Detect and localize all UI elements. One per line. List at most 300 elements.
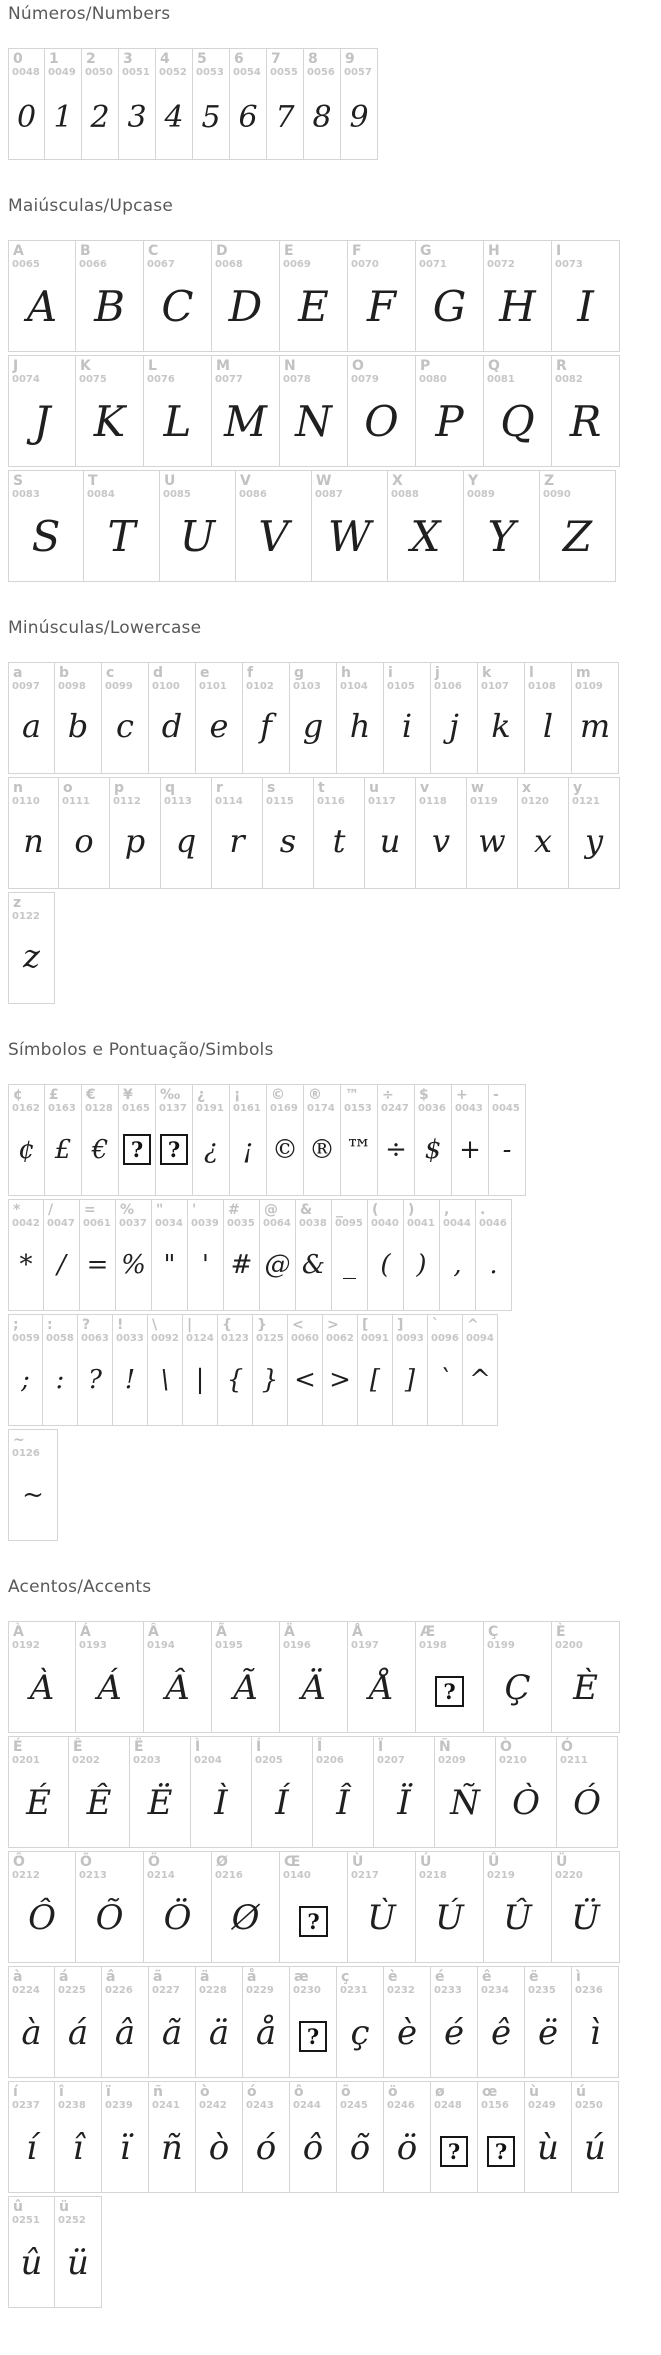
glyph-cell-0057 — [341, 48, 378, 160]
glyph-unicode-code: 0072 — [487, 259, 515, 270]
glyph-cell-0194 — [144, 1621, 212, 1733]
glyph-character-label: / — [48, 1202, 54, 1218]
glyph-character-label: _ — [336, 1202, 343, 1218]
glyph-character-label: Q — [488, 358, 500, 374]
glyph-unicode-code: 0214 — [147, 1870, 175, 1881]
glyph-unicode-code: 0119 — [470, 796, 498, 807]
glyph-unicode-code: 0114 — [215, 796, 243, 807]
glyph-unicode-code: 0118 — [419, 796, 447, 807]
glyph-preview: Ê — [86, 1783, 112, 1823]
glyph-unicode-code: 0067 — [147, 259, 175, 270]
glyph-preview: ÷ — [385, 1135, 407, 1165]
glyph-preview: í — [26, 2128, 37, 2168]
glyph-character-label: æ — [294, 1969, 309, 1985]
glyph-character-label: Ü — [556, 1854, 568, 1870]
glyph-preview: p — [124, 822, 146, 860]
glyph-unicode-code: 0213 — [79, 1870, 107, 1881]
glyph-preview: ' — [201, 1250, 210, 1280]
glyph-character-label: ä — [200, 1969, 210, 1985]
glyph-preview: x — [533, 822, 553, 860]
glyph-unicode-code: 0088 — [391, 489, 419, 500]
section-title-accents: Acentos/Accents — [8, 1577, 152, 1597]
glyph-character-label: Ê — [73, 1739, 83, 1755]
glyph-preview: 5 — [201, 100, 221, 135]
glyph-cell-0094 — [463, 1314, 498, 1426]
glyph-preview: Ú — [435, 1898, 464, 1938]
glyph-unicode-code: 0235 — [528, 1985, 556, 1996]
glyph-character-label: £ — [49, 1087, 59, 1103]
glyph-row — [8, 1736, 661, 1848]
glyph-character-label: 7 — [271, 51, 281, 67]
glyph-unicode-code: 0200 — [555, 1640, 583, 1651]
glyph-unicode-code: 0250 — [575, 2100, 603, 2111]
glyph-preview: w — [478, 822, 506, 860]
glyph-preview: Ø — [231, 1898, 260, 1938]
glyph-cell-0072 — [484, 240, 552, 352]
glyph-unicode-code: 0093 — [396, 1333, 424, 1344]
glyph-unicode-code: 0246 — [387, 2100, 415, 2111]
glyph-row — [8, 48, 661, 160]
glyph-unicode-code: 0060 — [291, 1333, 319, 1344]
glyph-character-label: ¿ — [197, 1087, 206, 1103]
glyph-character-label: i — [388, 665, 393, 681]
glyph-preview: Ó — [573, 1783, 601, 1823]
glyph-character-label: | — [187, 1317, 193, 1333]
glyph-unicode-code: 0241 — [152, 2100, 180, 2111]
glyph-character-label: ã — [153, 1969, 163, 1985]
glyph-unicode-code: 0220 — [555, 1870, 583, 1881]
glyph-character-label: ë — [529, 1969, 539, 1985]
glyph-unicode-code: 0197 — [351, 1640, 379, 1651]
glyph-preview: 1 — [53, 100, 73, 135]
glyph-character-label: $ — [419, 1087, 429, 1103]
glyph-preview: ~ — [22, 1480, 44, 1510]
glyph-preview: ù — [537, 2128, 559, 2168]
glyph-character-label: m — [576, 665, 591, 681]
glyph-character-label: Ö — [148, 1854, 160, 1870]
glyph-character-label: n — [13, 780, 23, 796]
glyph-preview: ] — [404, 1365, 416, 1395]
glyph-unicode-code: 0092 — [151, 1333, 179, 1344]
glyph-cell-0210 — [496, 1736, 557, 1848]
glyph-preview: Ä — [301, 1668, 326, 1708]
glyph-unicode-code: 0111 — [62, 796, 90, 807]
glyph-row — [8, 1621, 661, 1733]
glyph-character-label: 9 — [345, 51, 355, 67]
glyph-preview: ¿ — [204, 1135, 218, 1165]
glyph-preview: r — [229, 822, 245, 860]
glyph-cell-0195 — [212, 1621, 280, 1733]
glyph-preview: å — [255, 2013, 277, 2053]
glyph-cell-0066 — [76, 240, 144, 352]
glyph-preview: € — [91, 1135, 109, 1165]
glyph-character-label: Å — [352, 1624, 363, 1640]
glyph-character-label: ( — [372, 1202, 379, 1218]
glyph-unicode-code: 0140 — [283, 1870, 311, 1881]
glyph-preview: ä — [208, 2013, 230, 2053]
glyph-character-label: ' — [192, 1202, 197, 1218]
glyph-character-label: ‰ — [160, 1087, 181, 1103]
glyph-unicode-code: 0086 — [239, 489, 267, 500]
glyph-character-label: g — [294, 665, 305, 681]
glyph-character-label: j — [435, 665, 440, 681]
glyph-unicode-code: 0137 — [159, 1103, 187, 1114]
glyph-preview: 6 — [238, 100, 258, 135]
glyph-character-label: 1 — [49, 51, 59, 67]
glyph-unicode-code: 0082 — [555, 374, 583, 385]
glyph-character-label: © — [271, 1087, 285, 1103]
glyph-unicode-code: 0078 — [283, 374, 311, 385]
glyph-unicode-code: 0105 — [387, 681, 415, 692]
glyph-preview: d — [161, 707, 183, 745]
glyph-character-label: , — [444, 1202, 450, 1218]
glyph-preview: ï — [119, 2128, 131, 2168]
glyph-cell-0252 — [55, 2196, 102, 2308]
glyph-preview: $ — [424, 1135, 442, 1165]
glyph-character-label: 6 — [234, 51, 244, 67]
section-accents — [8, 1577, 661, 2308]
glyph-unicode-code: 0113 — [164, 796, 192, 807]
glyph-character-label: â — [106, 1969, 116, 1985]
glyph-cell-0196 — [280, 1621, 348, 1733]
glyph-character-label: 0 — [13, 51, 23, 67]
glyph-character-label: q — [165, 780, 176, 796]
glyph-character-label: ! — [117, 1317, 124, 1333]
glyph-cell-0085 — [160, 470, 236, 582]
glyph-preview: [ — [369, 1365, 381, 1395]
glyph-character-label: c — [106, 665, 115, 681]
glyph-preview: _ — [343, 1250, 356, 1280]
glyph-preview: k — [491, 707, 511, 745]
glyph-character-label: é — [435, 1969, 445, 1985]
glyph-character-label: Ô — [13, 1854, 25, 1870]
glyph-character-label: H — [488, 243, 500, 259]
glyph-character-label: X — [392, 473, 403, 489]
glyph-character-label: t — [318, 780, 325, 796]
glyph-unicode-code: 0065 — [12, 259, 40, 270]
glyph-character-label: ì — [576, 1969, 581, 1985]
glyph-cell-0211 — [557, 1736, 618, 1848]
glyph-preview: Ù — [367, 1898, 396, 1938]
glyph-character-label: . — [480, 1202, 486, 1218]
glyph-cell-0079 — [348, 355, 416, 467]
glyph-cell-0109 — [572, 662, 619, 774]
glyph-cell-0214 — [144, 1851, 212, 1963]
glyph-cell-0218 — [416, 1851, 484, 1963]
glyph-unicode-code: 0094 — [466, 1333, 494, 1344]
glyph-cell-0088 — [388, 470, 464, 582]
glyph-character-label: R — [556, 358, 567, 374]
glyph-character-label: ö — [388, 2084, 398, 2100]
glyph-preview: Ì — [214, 1783, 228, 1823]
glyph-unicode-code: 0089 — [467, 489, 495, 500]
glyph-preview: Õ — [95, 1898, 124, 1938]
glyph-unicode-code: 0230 — [293, 1985, 321, 1996]
glyph-preview: A — [26, 282, 58, 331]
glyph-character-label: 8 — [308, 51, 318, 67]
glyph-character-label: L — [148, 358, 157, 374]
glyph-character-label: ï — [106, 2084, 111, 2100]
section-title-lowercase: Minúsculas/Lowercase — [8, 618, 202, 638]
glyph-unicode-code: 0046 — [479, 1218, 507, 1229]
glyph-character-label: ^ — [467, 1317, 479, 1333]
glyph-cell-0081 — [484, 355, 552, 467]
glyph-cell-0126 — [8, 1429, 58, 1541]
glyph-unicode-code: 0249 — [528, 2100, 556, 2111]
glyph-character-label: Ó — [561, 1739, 573, 1755]
glyph-unicode-code: 0037 — [119, 1218, 147, 1229]
glyph-preview: ? — [88, 1365, 102, 1395]
glyph-unicode-code: 0085 — [163, 489, 191, 500]
glyph-character-label: ¥ — [123, 1087, 133, 1103]
section-title-numbers: Números/Numbers — [8, 4, 171, 24]
glyph-unicode-code: 0228 — [199, 1985, 227, 1996]
glyph-unicode-code: 0192 — [12, 1640, 40, 1651]
glyph-character-label: E — [284, 243, 294, 259]
glyph-cell-0087 — [312, 470, 388, 582]
glyph-unicode-code: 0063 — [81, 1333, 109, 1344]
glyph-unicode-code: 0071 — [419, 259, 447, 270]
glyph-cell-0202 — [69, 1736, 130, 1848]
glyph-preview: ( — [380, 1250, 391, 1280]
glyph-cell-0207 — [374, 1736, 435, 1848]
glyph-unicode-code: 0091 — [361, 1333, 389, 1344]
glyph-character-label: 2 — [86, 51, 96, 67]
font-character-map — [8, 4, 661, 2308]
glyph-character-label: Û — [488, 1854, 500, 1870]
glyph-unicode-code: 0128 — [85, 1103, 113, 1114]
glyph-preview: T — [107, 512, 136, 561]
glyph-unicode-code: 0109 — [575, 681, 603, 692]
glyph-unicode-code: 0212 — [12, 1870, 40, 1881]
glyph-preview: Á — [97, 1668, 122, 1708]
glyph-preview: v — [431, 822, 451, 860]
glyph-unicode-code: 0225 — [58, 1985, 86, 1996]
glyph-cell-0140 — [280, 1851, 348, 1963]
glyph-unicode-code: 0162 — [12, 1103, 40, 1114]
glyph-character-label: Õ — [80, 1854, 92, 1870]
glyph-preview: @ — [264, 1250, 291, 1280]
glyph-preview: ; — [21, 1365, 30, 1395]
glyph-unicode-code: 0106 — [434, 681, 462, 692]
glyph-unicode-code: 0035 — [227, 1218, 255, 1229]
glyph-unicode-code: 0247 — [381, 1103, 409, 1114]
glyph-preview: < — [294, 1365, 316, 1395]
glyph-character-label: K — [80, 358, 91, 374]
glyph-character-label: x — [522, 780, 532, 796]
glyph-character-label: Ù — [352, 1854, 364, 1870]
glyph-preview: Z — [562, 512, 593, 561]
glyph-unicode-code: 0227 — [152, 1985, 180, 1996]
glyph-character-label: ú — [576, 2084, 586, 2100]
glyph-character-label: k — [482, 665, 492, 681]
glyph-character-label: 5 — [197, 51, 207, 67]
glyph-character-label: å — [247, 1969, 257, 1985]
glyph-preview: y — [584, 822, 604, 860]
glyph-preview: # — [230, 1250, 253, 1280]
glyph-character-label: F — [352, 243, 362, 259]
glyph-character-label: Ä — [284, 1624, 295, 1640]
glyph-cell-0197 — [348, 1621, 416, 1733]
glyph-preview: 0 — [16, 100, 37, 135]
glyph-preview: + — [459, 1135, 481, 1165]
glyph-character-label: ê — [482, 1969, 492, 1985]
glyph-preview: E — [298, 282, 329, 331]
glyph-unicode-code: 0244 — [293, 2100, 321, 2111]
glyph-character-label: ~ — [13, 1432, 25, 1448]
glyph-unicode-code: 0043 — [455, 1103, 483, 1114]
glyph-unicode-code: 0103 — [293, 681, 321, 692]
glyph-character-label: ¡ — [234, 1087, 241, 1103]
glyph-preview: } — [261, 1365, 279, 1395]
glyph-cell-0193 — [76, 1621, 144, 1733]
glyph-preview: ¡ — [242, 1135, 254, 1165]
glyph-preview: * — [19, 1250, 33, 1280]
glyph-preview: : — [55, 1365, 65, 1395]
glyph-character-label: O — [352, 358, 364, 374]
glyph-cell-0220 — [552, 1851, 620, 1963]
glyph-preview: , — [453, 1250, 462, 1280]
notdef-question-icon: ? — [160, 1134, 188, 1165]
glyph-character-label: # — [228, 1202, 240, 1218]
glyph-cell-0045 — [489, 1084, 526, 1196]
glyph-preview: Q — [500, 397, 535, 446]
glyph-preview: M — [223, 397, 267, 446]
glyph-cell-0090 — [540, 470, 616, 582]
glyph-character-label: 4 — [160, 51, 170, 67]
glyph-cell-0075 — [76, 355, 144, 467]
glyph-preview: ! — [124, 1365, 136, 1395]
glyph-character-label: ù — [529, 2084, 539, 2100]
glyph-character-label: & — [300, 1202, 313, 1218]
section-numbers — [8, 4, 661, 160]
glyph-preview: Ï — [397, 1783, 411, 1823]
glyph-unicode-code: 0077 — [215, 374, 243, 385]
glyph-character-label: B — [80, 243, 91, 259]
glyph-unicode-code: 0161 — [233, 1103, 261, 1114]
glyph-preview: H — [499, 282, 536, 331]
glyph-preview: È — [573, 1668, 598, 1708]
glyph-character-label: Ñ — [439, 1739, 451, 1755]
glyph-unicode-code: 0117 — [368, 796, 396, 807]
glyph-preview: % — [121, 1250, 146, 1280]
glyph-cell-0121 — [569, 777, 620, 889]
glyph-unicode-code: 0055 — [270, 67, 298, 78]
glyph-preview: ò — [208, 2128, 230, 2168]
glyph-unicode-code: 0084 — [87, 489, 115, 500]
glyph-row — [8, 892, 661, 1004]
glyph-character-label: M — [216, 358, 230, 374]
glyph-character-label: ; — [13, 1317, 19, 1333]
glyph-character-label: U — [164, 473, 176, 489]
glyph-cell-0192 — [8, 1621, 76, 1733]
glyph-character-label: s — [267, 780, 276, 796]
glyph-cell-0073 — [552, 240, 620, 352]
glyph-preview: Ñ — [450, 1783, 480, 1823]
glyph-unicode-code: 0039 — [191, 1218, 219, 1229]
glyph-preview: è — [396, 2013, 418, 2053]
glyph-unicode-code: 0218 — [419, 1870, 447, 1881]
glyph-preview: ê — [490, 2013, 512, 2053]
glyph-preview: & — [301, 1250, 326, 1280]
glyph-unicode-code: 0195 — [215, 1640, 243, 1651]
glyph-unicode-code: 0199 — [487, 1640, 515, 1651]
glyph-character-label: S — [13, 473, 24, 489]
glyph-unicode-code: 0107 — [481, 681, 509, 692]
glyph-preview: é — [443, 2013, 465, 2053]
glyph-cell-0198 — [416, 1621, 484, 1733]
glyph-preview: G — [432, 282, 467, 331]
glyph-unicode-code: 0036 — [418, 1103, 446, 1114]
glyph-unicode-code: 0229 — [246, 1985, 274, 1996]
glyph-unicode-code: 0053 — [196, 67, 224, 78]
glyph-preview: o — [74, 822, 94, 860]
glyph-character-label: î — [59, 2084, 64, 2100]
glyph-preview: ú — [584, 2128, 606, 2168]
glyph-unicode-code: 0041 — [407, 1218, 435, 1229]
glyph-preview: Ã — [233, 1668, 258, 1708]
glyph-preview: W — [327, 512, 372, 561]
glyph-character-label: w — [471, 780, 484, 796]
glyph-unicode-code: 0194 — [147, 1640, 175, 1651]
glyph-unicode-code: 0201 — [12, 1755, 40, 1766]
glyph-preview: ë — [537, 2013, 559, 2053]
glyph-preview: > — [329, 1365, 351, 1395]
glyph-unicode-code: 0196 — [283, 1640, 311, 1651]
glyph-unicode-code: 0064 — [263, 1218, 291, 1229]
glyph-preview: " — [163, 1250, 176, 1280]
glyph-character-label: 3 — [123, 51, 133, 67]
glyph-preview: ç — [350, 2013, 370, 2053]
glyph-unicode-code: 0080 — [419, 374, 447, 385]
glyph-preview: ó — [255, 2128, 277, 2168]
glyph-cell-0209 — [435, 1736, 496, 1848]
glyph-unicode-code: 0059 — [12, 1333, 40, 1344]
glyph-preview: X — [410, 512, 441, 561]
glyph-preview: ñ — [161, 2128, 183, 2168]
section-title-symbols: Símbolos e Pontuação/Simbols — [8, 1040, 274, 1060]
glyph-character-label: ñ — [153, 2084, 163, 2100]
glyph-character-label: ? — [82, 1317, 91, 1333]
glyph-preview: j — [449, 707, 459, 745]
glyph-unicode-code: 0110 — [12, 796, 40, 807]
glyph-unicode-code: 0122 — [12, 911, 40, 922]
glyph-character-label: + — [456, 1087, 468, 1103]
section-title-uppercase: Maiúsculas/Upcase — [8, 196, 173, 216]
glyph-unicode-code: 0034 — [155, 1218, 183, 1229]
glyph-preview: 9 — [349, 100, 369, 135]
glyph-row — [8, 1199, 661, 1311]
notdef-question-icon: ? — [299, 1906, 327, 1937]
glyph-preview: u — [379, 822, 401, 860]
glyph-unicode-code: 0209 — [438, 1755, 466, 1766]
glyph-preview: a — [21, 707, 42, 745]
glyph-preview: { — [226, 1365, 244, 1395]
glyph-character-label: ÷ — [382, 1087, 394, 1103]
glyph-preview: Ç — [504, 1668, 531, 1708]
glyph-character-label: W — [316, 473, 332, 489]
glyph-character-label: T — [88, 473, 98, 489]
glyph-unicode-code: 0102 — [246, 681, 274, 692]
glyph-cell-0212 — [8, 1851, 76, 1963]
glyph-preview: i — [401, 707, 413, 745]
glyph-unicode-code: 0237 — [12, 2100, 40, 2111]
glyph-preview: à — [21, 2013, 42, 2053]
glyph-character-label: Á — [80, 1624, 91, 1640]
glyph-cell-0201 — [8, 1736, 69, 1848]
glyph-preview: 8 — [312, 100, 332, 135]
glyph-character-label: Ã — [216, 1624, 227, 1640]
